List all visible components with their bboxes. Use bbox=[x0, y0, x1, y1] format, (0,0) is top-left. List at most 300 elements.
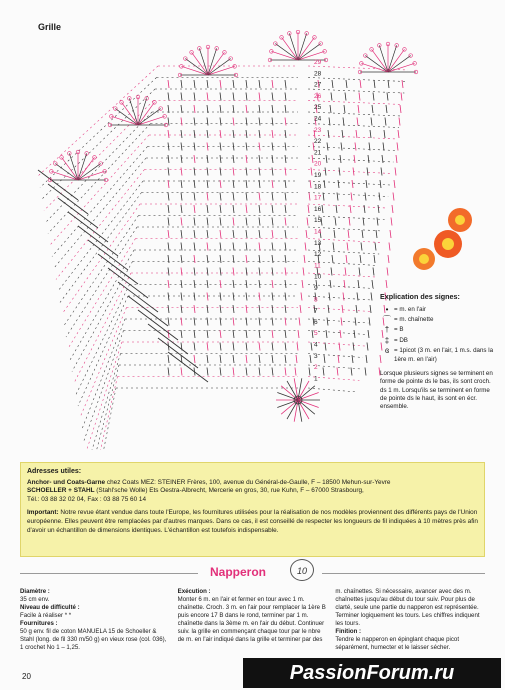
stitch-mark bbox=[233, 230, 234, 238]
stitch-mark-right bbox=[335, 218, 336, 226]
grid-diagonal-line bbox=[40, 78, 157, 188]
stitch-mark bbox=[181, 118, 182, 126]
stitch-mark bbox=[285, 243, 286, 251]
stitch-mark-right bbox=[326, 330, 327, 338]
stitch-mark bbox=[181, 268, 182, 276]
stitch-mark bbox=[246, 255, 247, 263]
stitch-mark-right bbox=[398, 130, 399, 138]
row-number-label: 13 bbox=[314, 239, 322, 247]
stitch-mark bbox=[194, 168, 195, 176]
stitch-mark-right bbox=[309, 193, 310, 201]
fan-spoke bbox=[185, 59, 208, 75]
stitch-mark-right bbox=[325, 168, 326, 176]
stitch-mark bbox=[207, 205, 208, 213]
stitch-mark-right bbox=[373, 268, 374, 276]
stitch-mark-right bbox=[342, 130, 343, 138]
stitch-mark bbox=[259, 305, 260, 313]
stitch-mark-right bbox=[336, 205, 337, 213]
stitch-mark bbox=[194, 305, 195, 313]
stitch-mark bbox=[181, 293, 182, 301]
picot-loop bbox=[128, 97, 132, 101]
stitch-mark-right bbox=[380, 180, 381, 188]
stitch-mark bbox=[207, 80, 208, 88]
stitch-mark-right bbox=[375, 243, 376, 251]
picot-loop bbox=[180, 65, 184, 69]
grid-right-line bbox=[308, 135, 397, 139]
stitch-mark bbox=[259, 143, 260, 151]
stitch-mark bbox=[259, 105, 260, 113]
stitch-mark bbox=[259, 168, 260, 176]
stitch-mark bbox=[220, 230, 221, 238]
stitch-mark bbox=[168, 155, 169, 163]
stitch-mark bbox=[220, 243, 221, 251]
stitch-mark-right bbox=[332, 255, 333, 263]
stitch-mark bbox=[207, 280, 208, 288]
stitch-mark-right bbox=[345, 93, 346, 101]
chain-symbol-icon: • bbox=[385, 304, 389, 314]
stitch-mark bbox=[285, 293, 286, 301]
diagonal-stitch bbox=[128, 296, 168, 326]
fan-spoke bbox=[388, 63, 415, 72]
stitch-mark bbox=[181, 330, 182, 338]
center-spoke bbox=[298, 392, 319, 400]
row-number-label: 29 bbox=[314, 59, 322, 66]
stitch-mark bbox=[220, 255, 221, 263]
center-spoke bbox=[281, 386, 298, 400]
stitch-mark-right bbox=[381, 168, 382, 176]
stitch-mark bbox=[194, 193, 195, 201]
stitch-mark bbox=[233, 243, 234, 251]
stitch-mark-right bbox=[384, 130, 385, 138]
row-number-label: 14 bbox=[314, 228, 322, 236]
stitch-mark-right bbox=[303, 268, 304, 276]
stitch-mark bbox=[246, 330, 247, 338]
stitch-mark bbox=[233, 355, 234, 363]
diagonal-stitch bbox=[58, 198, 98, 228]
row-number-label: 22 bbox=[314, 138, 322, 146]
stitch-mark bbox=[220, 268, 221, 276]
grid-right-line bbox=[308, 101, 403, 105]
row-number-label: 25 bbox=[314, 104, 322, 112]
stitch-mark bbox=[181, 155, 182, 163]
grid-diagonal-line bbox=[72, 262, 133, 372]
napperon-title: Napperon bbox=[210, 565, 267, 579]
fan-spoke bbox=[55, 164, 78, 180]
grid-right-line bbox=[308, 78, 406, 82]
diagonal-stitch bbox=[68, 212, 108, 242]
stitch-mark-right bbox=[373, 93, 374, 101]
fan-spoke bbox=[388, 49, 404, 72]
stitch-mark bbox=[259, 130, 260, 138]
stitch-mark bbox=[246, 343, 247, 351]
stitch-mark bbox=[285, 268, 286, 276]
stitch-mark bbox=[194, 268, 195, 276]
stitch-mark bbox=[259, 318, 260, 326]
stitch-mark-right bbox=[331, 93, 332, 101]
stitch-mark-right bbox=[374, 255, 375, 263]
stitch-mark-right bbox=[311, 343, 312, 351]
stitch-mark bbox=[233, 368, 234, 376]
stitch-mark-right bbox=[362, 230, 363, 238]
legend-item-slip: ⌒ = m. chaînette bbox=[380, 316, 496, 324]
row-number-label: 9 bbox=[314, 285, 318, 292]
grid-diagonal-line bbox=[38, 66, 158, 176]
stitch-mark-right bbox=[365, 368, 366, 376]
fan-spoke bbox=[199, 48, 208, 75]
stitch-mark-right bbox=[369, 318, 370, 326]
stitch-mark bbox=[285, 230, 286, 238]
grid-diagonal-line bbox=[86, 342, 122, 450]
stitch-mark bbox=[207, 268, 208, 276]
row-number-label: 4 bbox=[314, 341, 318, 349]
grid-diagonal-line bbox=[68, 239, 136, 349]
stitch-mark bbox=[246, 143, 247, 151]
stitch-mark bbox=[259, 205, 260, 213]
stitch-mark-right bbox=[295, 368, 296, 376]
stitch-mark bbox=[168, 318, 169, 326]
stitch-mark bbox=[285, 355, 286, 363]
stitch-mark bbox=[194, 318, 195, 326]
stitch-mark-right bbox=[347, 243, 348, 251]
row-number-label: 15 bbox=[314, 217, 322, 225]
stitch-mark bbox=[285, 130, 286, 138]
row-number-label: 10 bbox=[314, 273, 322, 281]
stitch-mark bbox=[285, 368, 286, 376]
stitch-mark-right bbox=[353, 343, 354, 351]
stitch-mark bbox=[207, 168, 208, 176]
fan-spoke bbox=[208, 52, 224, 75]
stitch-mark-right bbox=[376, 230, 377, 238]
fan-spoke bbox=[78, 157, 94, 180]
stitch-mark-right bbox=[339, 343, 340, 351]
stitch-mark bbox=[220, 355, 221, 363]
stitch-mark-right bbox=[386, 280, 387, 288]
useful-addresses-box bbox=[20, 462, 485, 557]
stitch-mark bbox=[272, 143, 273, 151]
diagonal-stitch bbox=[168, 352, 208, 382]
grid-diagonal-line bbox=[62, 204, 140, 314]
stitch-mark-right bbox=[397, 143, 398, 151]
stitch-mark-right bbox=[340, 155, 341, 163]
stitch-mark bbox=[246, 268, 247, 276]
addresses-title: Adresses utiles: bbox=[27, 468, 82, 475]
stitch-mark bbox=[220, 155, 221, 163]
stitch-mark bbox=[246, 80, 247, 88]
fan-spoke bbox=[289, 33, 298, 60]
address-schoeller: SCHOELLER + STAHL (Stahl'sche Wolle) Ets Oestra-Albrecht, Mercerie en gros, 30, rue Kuhn, F – 67000 Strasbourg, bbox=[27, 487, 364, 495]
grid-right-line bbox=[308, 124, 399, 128]
stitch-mark-right bbox=[363, 218, 364, 226]
stitch-mark-right bbox=[352, 355, 353, 363]
stitch-mark-right bbox=[395, 168, 396, 176]
stitch-mark-right bbox=[324, 180, 325, 188]
stitch-mark bbox=[181, 130, 182, 138]
stitch-mark-right bbox=[367, 168, 368, 176]
stitch-mark bbox=[207, 93, 208, 101]
stitch-mark-right bbox=[394, 180, 395, 188]
picot-loop bbox=[313, 36, 317, 40]
flowers-decoration bbox=[408, 204, 488, 284]
stitch-mark-right bbox=[378, 205, 379, 213]
stitch-mark-right bbox=[307, 218, 308, 226]
fan-spoke bbox=[275, 44, 298, 60]
stitch-mark-right bbox=[328, 130, 329, 138]
stitch-mark-right bbox=[322, 205, 323, 213]
stitch-mark bbox=[246, 305, 247, 313]
stitch-mark bbox=[285, 330, 286, 338]
stitch-mark bbox=[181, 105, 182, 113]
stitch-mark-right bbox=[337, 193, 338, 201]
stitch-mark bbox=[220, 193, 221, 201]
stitch-mark-right bbox=[332, 80, 333, 88]
stitch-mark-right bbox=[361, 243, 362, 251]
address-phone: Tél.: 03 88 32 02 04, Fax : 03 88 75 60 14 bbox=[27, 496, 147, 504]
stitch-mark bbox=[220, 280, 221, 288]
stitch-mark-right bbox=[366, 355, 367, 363]
stitch-mark-right bbox=[379, 193, 380, 201]
stitch-mark bbox=[220, 368, 221, 376]
stitch-mark bbox=[259, 330, 260, 338]
stitch-mark-right bbox=[387, 268, 388, 276]
row-number-label: 2 bbox=[314, 364, 318, 372]
stitch-mark bbox=[207, 368, 208, 376]
stitch-mark-right bbox=[333, 243, 334, 251]
row-number-label: 12 bbox=[314, 251, 322, 259]
stitch-mark-right bbox=[402, 80, 403, 88]
stitch-mark bbox=[168, 280, 169, 288]
stitch-mark-right bbox=[342, 305, 343, 313]
stitch-mark bbox=[194, 118, 195, 126]
stitch-mark bbox=[285, 80, 286, 88]
stitch-mark-right bbox=[296, 355, 297, 363]
left-divider bbox=[20, 573, 198, 574]
fan-spoke bbox=[69, 153, 78, 180]
stitch-mark bbox=[233, 193, 234, 201]
stitch-mark-right bbox=[371, 118, 372, 126]
stitch-mark bbox=[259, 155, 260, 163]
stitch-mark bbox=[246, 293, 247, 301]
fan-spoke bbox=[361, 63, 388, 72]
stitch-mark bbox=[233, 143, 234, 151]
fan-spoke bbox=[111, 116, 138, 125]
stitch-mark-right bbox=[305, 243, 306, 251]
stitch-mark bbox=[181, 305, 182, 313]
stitch-mark bbox=[272, 330, 273, 338]
stitch-mark-right bbox=[351, 368, 352, 376]
stitch-mark bbox=[285, 305, 286, 313]
stitch-mark-right bbox=[400, 105, 401, 113]
row-number-label: 3 bbox=[314, 352, 318, 360]
stitch-mark bbox=[168, 243, 169, 251]
stitch-mark-right bbox=[329, 293, 330, 301]
stitch-mark-right bbox=[387, 93, 388, 101]
stitch-mark bbox=[168, 355, 169, 363]
stitch-mark bbox=[272, 355, 273, 363]
grid-diagonal-line bbox=[56, 170, 145, 280]
row-number-label: 24 bbox=[314, 115, 322, 123]
stitch-mark-right bbox=[374, 80, 375, 88]
stitch-mark-right bbox=[304, 255, 305, 263]
stitch-mark bbox=[259, 343, 260, 351]
stitch-mark bbox=[259, 293, 260, 301]
diagonal-stitch bbox=[78, 226, 118, 256]
stitch-mark bbox=[220, 118, 221, 126]
stitch-mark bbox=[272, 205, 273, 213]
address-coats: Anchor- und Coats-Garne chez Coats MEZ: STEINER Frères, 100, avenue du Général-de-Gaulle, F – 18500 Mehun-sur-Yevre bbox=[27, 478, 391, 486]
stitch-mark-right bbox=[372, 280, 373, 288]
stitch-mark-right bbox=[341, 318, 342, 326]
stitch-mark-right bbox=[353, 168, 354, 176]
double-treble-symbol-icon: ‡ bbox=[384, 335, 390, 345]
stitch-mark-right bbox=[327, 318, 328, 326]
stitch-mark bbox=[272, 268, 273, 276]
fan-spoke bbox=[78, 153, 87, 180]
stitch-mark-right bbox=[325, 343, 326, 351]
center-spoke bbox=[277, 400, 298, 408]
stitch-mark-right bbox=[355, 143, 356, 151]
stitch-mark-right bbox=[356, 130, 357, 138]
stitch-mark bbox=[194, 355, 195, 363]
stitch-mark bbox=[220, 93, 221, 101]
stitch-mark-right bbox=[367, 343, 368, 351]
stitch-mark-right bbox=[391, 218, 392, 226]
stitch-mark-right bbox=[323, 193, 324, 201]
stitch-mark-right bbox=[401, 93, 402, 101]
stitch-mark bbox=[194, 143, 195, 151]
stitch-mark bbox=[181, 180, 182, 188]
stitch-mark bbox=[168, 168, 169, 176]
stitch-mark bbox=[207, 218, 208, 226]
stitch-mark bbox=[272, 280, 273, 288]
stitch-mark-right bbox=[370, 130, 371, 138]
stitch-mark bbox=[181, 280, 182, 288]
picot-loop bbox=[110, 115, 114, 119]
stitch-mark-right bbox=[349, 218, 350, 226]
stitch-mark bbox=[194, 155, 195, 163]
diagonal-stitch bbox=[158, 338, 198, 368]
stitch-mark bbox=[246, 193, 247, 201]
stitch-mark bbox=[272, 293, 273, 301]
row-number-label: 1 bbox=[314, 375, 318, 383]
row-number-label: 16 bbox=[314, 205, 322, 213]
stitch-mark bbox=[246, 155, 247, 163]
stitch-mark bbox=[272, 193, 273, 201]
stitch-mark-right bbox=[340, 330, 341, 338]
row-number-label: 23 bbox=[314, 126, 322, 134]
fan-spoke bbox=[62, 157, 78, 180]
stitch-mark bbox=[181, 168, 182, 176]
stitch-mark bbox=[285, 105, 286, 113]
stitch-mark-right bbox=[302, 280, 303, 288]
row-number-label: 28 bbox=[314, 70, 322, 78]
stitch-mark-right bbox=[386, 105, 387, 113]
fan-spoke bbox=[129, 98, 138, 125]
stitch-mark bbox=[168, 93, 169, 101]
stitch-mark-right bbox=[358, 280, 359, 288]
grid-right-line bbox=[308, 285, 374, 289]
picot-loop bbox=[68, 152, 72, 156]
grid-diagonal-line bbox=[82, 319, 125, 429]
stitch-mark bbox=[207, 143, 208, 151]
fan-spoke bbox=[298, 37, 314, 60]
fan-spoke bbox=[208, 48, 217, 75]
stitch-mark bbox=[168, 330, 169, 338]
stitch-mark bbox=[220, 205, 221, 213]
stitch-mark-right bbox=[330, 105, 331, 113]
stitch-mark bbox=[194, 218, 195, 226]
row-number-label: 17 bbox=[314, 194, 322, 202]
stitch-mark-right bbox=[355, 318, 356, 326]
stitch-mark-right bbox=[343, 118, 344, 126]
picot-symbol-icon: ɞ bbox=[384, 346, 390, 356]
center-spoke bbox=[281, 400, 298, 414]
stitch-mark bbox=[259, 230, 260, 238]
diagonal-stitch bbox=[38, 170, 78, 200]
stitch-mark-right bbox=[312, 330, 313, 338]
stitch-mark bbox=[168, 368, 169, 376]
instructions-col-1: Diamètre : 35 cm env. Niveau de difficulté : Facile à réaliser * * Fournitures : 50 g env. fil de coton MANUELA 15 de Schoeller & Stahl (long. de fil 330 m/50 g) en vieux rose (col. 036), 1 crochet No 1 – 1,25. bbox=[20, 588, 167, 652]
grid-diagonal-line bbox=[44, 101, 154, 211]
site-watermark: PassionForum.ru bbox=[243, 658, 501, 688]
fan-spoke bbox=[298, 44, 321, 60]
stitch-mark bbox=[194, 130, 195, 138]
stitch-mark-right bbox=[370, 305, 371, 313]
stitch-mark bbox=[272, 118, 273, 126]
stitch-mark-right bbox=[334, 230, 335, 238]
stitch-mark bbox=[233, 218, 234, 226]
stitch-mark-right bbox=[351, 193, 352, 201]
diagonal-stitch bbox=[148, 324, 188, 354]
stitch-mark bbox=[168, 193, 169, 201]
stitch-mark bbox=[246, 168, 247, 176]
legend bbox=[380, 292, 496, 412]
stitch-mark bbox=[233, 293, 234, 301]
diagonal-stitch bbox=[98, 254, 138, 284]
stitch-mark bbox=[285, 180, 286, 188]
fan-spoke bbox=[388, 45, 397, 72]
center-spoke bbox=[298, 400, 319, 408]
stitch-mark bbox=[272, 255, 273, 263]
fan-spoke bbox=[208, 59, 231, 75]
grid-diagonal-line bbox=[76, 285, 130, 395]
grid-diagonal-line bbox=[52, 147, 148, 257]
legend-item-b: † = B bbox=[380, 326, 496, 334]
stitch-mark bbox=[207, 243, 208, 251]
stitch-mark bbox=[246, 205, 247, 213]
grid-right-line bbox=[308, 388, 358, 392]
stitch-mark bbox=[233, 343, 234, 351]
stitch-mark bbox=[194, 243, 195, 251]
stitch-mark-right bbox=[348, 230, 349, 238]
stitch-mark bbox=[246, 230, 247, 238]
stitch-mark-right bbox=[388, 255, 389, 263]
stitch-mark bbox=[259, 268, 260, 276]
stitch-mark bbox=[233, 93, 234, 101]
stitch-mark-right bbox=[352, 180, 353, 188]
grid-diagonal-line bbox=[48, 124, 151, 234]
stitch-mark bbox=[181, 368, 182, 376]
flower-1 bbox=[448, 208, 472, 232]
stitch-mark bbox=[259, 93, 260, 101]
stitch-mark bbox=[220, 143, 221, 151]
row-number-label: 19 bbox=[314, 172, 322, 179]
grid-diagonal-line bbox=[70, 250, 134, 360]
stitch-mark bbox=[233, 118, 234, 126]
stitch-mark bbox=[272, 318, 273, 326]
fan-spoke bbox=[138, 109, 161, 125]
stitch-mark bbox=[207, 305, 208, 313]
row-number-label: 21 bbox=[314, 149, 322, 157]
